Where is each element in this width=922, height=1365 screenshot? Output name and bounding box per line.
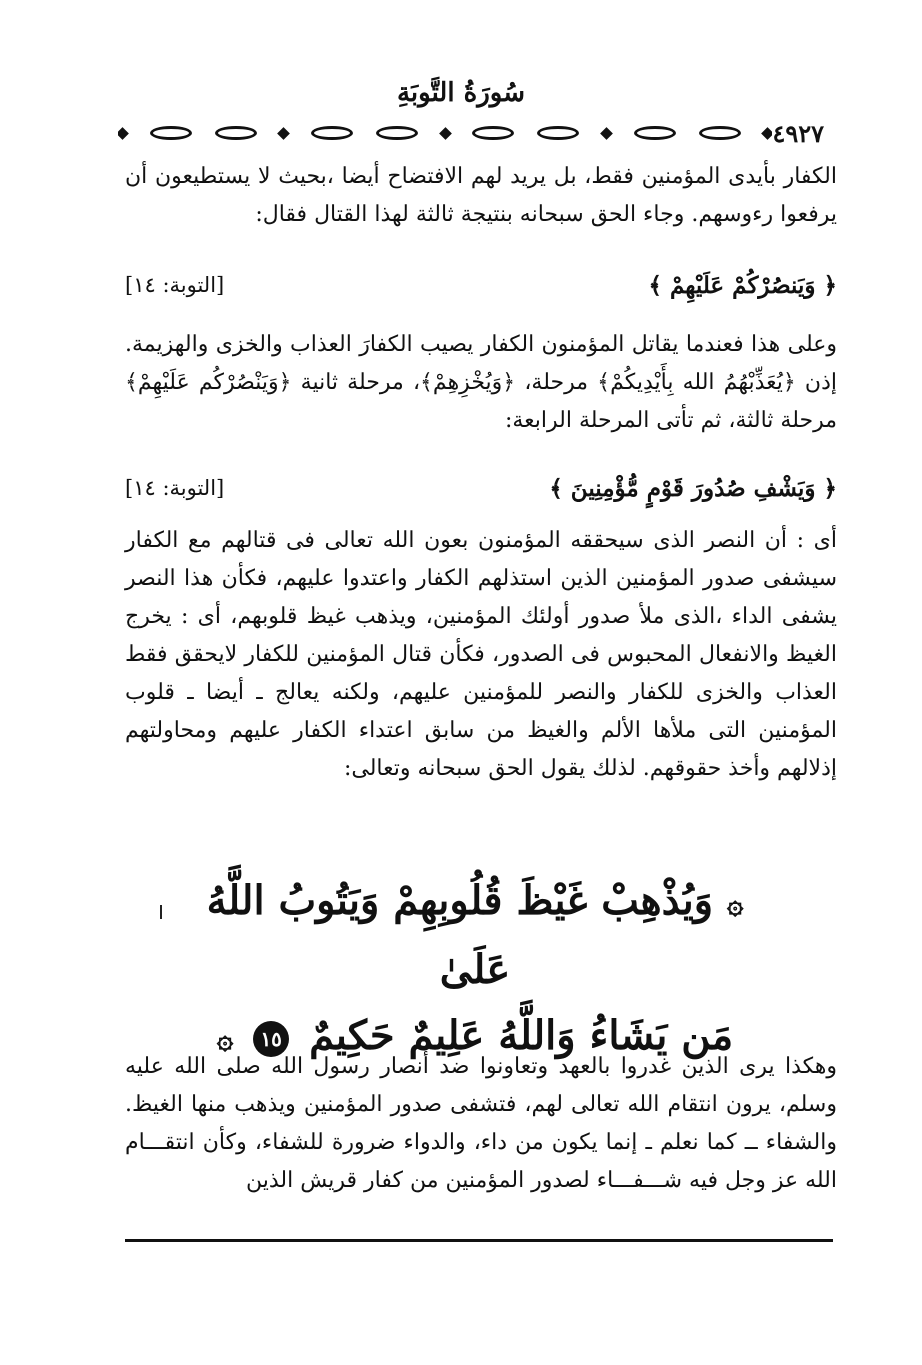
- oval-ornament-icon: [215, 126, 257, 140]
- verse-open-flourish-icon: ۞: [727, 887, 744, 920]
- oval-ornament-icon: [376, 126, 418, 140]
- verse-text: ﴿ وَيَشْفِ صُدُورَ قَوْمٍ مُّؤْمِنِينَ ﴾: [549, 474, 837, 502]
- verse-number-badge: ١٥: [253, 1021, 289, 1057]
- diamond-ornament-icon: [439, 127, 452, 140]
- verse-quote-2: [125, 468, 837, 508]
- oval-ornament-icon: [537, 126, 579, 140]
- paragraph-3: أى : أن النصر الذى سيحققه المؤمنون بعون الله تعالى فى قتالهم مع الكفار سيشفى صدور المؤمنين الذين استذلهم الكفار واعتدوا عليهم، فكأن هذا النصر يشفى الداء ،الذى ملأ صدور أولئك المؤمنين، ويذهب غيظ قلوبهم، أى : يخرج الغيظ والانفعال المحبوس فى الصدور، فكأن قتال المؤمنين للكفار لايحقق فقط العذاب والخزى للكفار والنصر للمؤمنين عليهم، ولكنه يعالج ـ أيضا ـ قلوب المؤمنين التى ملأها الألم والغيظ من سابق اعتداء الكفار عليهم ومحاولتهم إذلالهم وأخذ حقوقهم. لذلك يقول الحق سبحانه وتعالى:: [125, 528, 837, 781]
- quran-verse-text-2: مَن يَشَاءُ وَاللَّهُ عَلِيمٌ حَكِيمٌ: [309, 1012, 734, 1059]
- stray-mark: [160, 905, 162, 919]
- verse-text: ﴿ وَيَنصُرْكُمْ عَلَيْهِمْ ﴾: [648, 271, 837, 299]
- oval-ornament-icon: [699, 126, 741, 140]
- oval-ornament-icon: [634, 126, 676, 140]
- diamond-ornament-icon: [118, 127, 129, 140]
- quran-verse-block: [195, 868, 755, 1072]
- paragraph-2: وعلى هذا فعندما يقاتل المؤمنون الكفار يصيب الكفارَ العذاب والخزى والهزيمة. إذن ﴿يُعَذِّبْهُمُ الله بِأَيْدِيكُمْ﴾ مرحلة، ﴿وَيُخْزِهِمْ﴾، مرحلة ثانية ﴿وَيَنْصُرْكُم عَلَيْهِمْ﴾ مرحلة ثالثة، ثم تأتى المرحلة الرابعة:: [125, 332, 837, 433]
- footer-rule: [125, 1239, 833, 1242]
- oval-ornament-icon: [472, 126, 514, 140]
- oval-ornament-icon: [150, 126, 192, 140]
- verse-reference: [التوبة: ١٤]: [125, 273, 225, 297]
- verse-close-flourish-icon: ۞: [216, 1022, 234, 1055]
- quran-verse-line-1: [195, 868, 755, 1003]
- verse-reference: [التوبة: ١٤]: [125, 476, 225, 500]
- surah-title: سُورَةُ التَّوبَةِ: [396, 78, 526, 108]
- quran-verse-text-1: وَيُذْهِبْ غَيْظَ قُلُوبِهِمْ وَيَتُوبُ اللَّهُ عَلَىٰ: [206, 877, 714, 993]
- diamond-ornament-icon: [600, 127, 613, 140]
- paragraph-4: وهكذا يرى الذين غدروا بالعهد وتعاونوا ضد أنصار رسول الله صلى الله عليه وسلم، يرون انتقام الله تعالى لهم، فتشفى صدور المؤمنين ويذهب منها الغيظ. والشفاء ــ كما نعلم ـ إنما يكون من داء، والدواء ضرورة للشفاء، وكأن انتقـــام الله عز وجل فيه شـــفـــاء لصدور المؤمنين من كفار قريش الذين: [125, 1054, 837, 1193]
- oval-ornament-icon: [311, 126, 353, 140]
- ornament-strip: [118, 123, 772, 143]
- diamond-ornament-icon: [762, 127, 773, 140]
- diamond-ornament-icon: [277, 127, 290, 140]
- verse-quote-1: [125, 265, 837, 305]
- page-number: ٤٩٢٧: [772, 118, 824, 148]
- page-header-ornament-band: [118, 118, 830, 148]
- paragraph-1: الكفار بأيدى المؤمنين فقط، بل يريد لهم الافتضاح أيضا ،بحيث لا يستطيعون أن يرفعوا رءوسهم. وجاء الحق سبحانه بنتيجة ثالثة لهذا القتال فقال:: [125, 164, 837, 227]
